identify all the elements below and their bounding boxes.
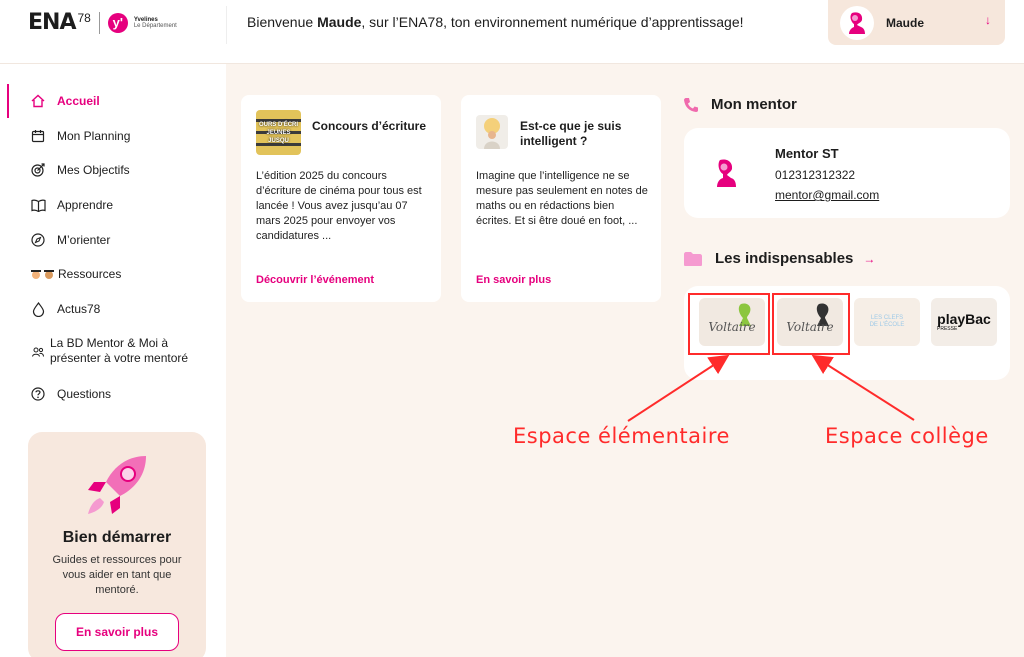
sidebar-item-label: Apprendre: [57, 198, 114, 212]
sidebar-item-accueil[interactable]: [30, 93, 100, 109]
book-icon: [30, 197, 46, 213]
mentor-figure-icon: [714, 158, 738, 188]
main-content: [226, 64, 1024, 657]
chevron-down-icon[interactable]: ↓: [985, 13, 991, 27]
start-card-button[interactable]: En savoir plus: [55, 613, 179, 651]
mentor-name: Mentor ST: [775, 146, 839, 161]
phone-icon: [683, 97, 699, 113]
tile-sub-label: PRESSE: [937, 326, 958, 332]
news-thumbnail: [256, 110, 301, 155]
drop-icon: [30, 301, 46, 317]
rocket-icon: [84, 452, 150, 523]
news-title: Est-ce que je suis intelligent ?: [520, 119, 622, 148]
news-text: L’édition 2025 du concours d’écriture de cinéma pour tous est lancée ! Vous avez jusqu’au 07 mars 2025 pour envoyer vos candidatures ...: [256, 170, 422, 242]
highlight-box-elementaire: [688, 293, 770, 355]
people-icon: [30, 344, 46, 360]
sidebar-item-actus78[interactable]: [30, 301, 100, 317]
start-card-description: Guides et ressources pour vous aider en tant que mentoré.: [52, 554, 182, 596]
graduates-icon: [30, 266, 56, 282]
tile-clefs-ecole[interactable]: [854, 298, 920, 346]
tile-playbac[interactable]: [931, 298, 997, 346]
sidebar-item-label: Questions: [57, 387, 112, 401]
mentor-phone[interactable]: 012312312322: [775, 168, 856, 182]
sidebar: [0, 64, 226, 657]
start-card-title: Bien démarrer: [62, 529, 172, 546]
welcome-message: [247, 14, 744, 30]
home-icon: [30, 93, 46, 109]
tile-label: Voltaire: [708, 320, 756, 334]
target-icon: [30, 162, 46, 178]
tile-label: playBac: [937, 311, 991, 327]
mentor-email[interactable]: mentor@gmail.com: [775, 188, 880, 202]
news-text: Imagine que l’intelligence ne se mesure pas seulement en notes de maths ou en rédactions bien écrites. Et si être doué en foot, ...: [476, 170, 648, 227]
sidebar-item-apprendre[interactable]: [30, 197, 113, 213]
sidebar-item-orienter[interactable]: [30, 232, 110, 248]
sidebar-item-label: La BD Mentor & Moi à présenter à votre mentoré: [50, 336, 189, 365]
yvelines-logo-icon: y': [108, 13, 128, 33]
highlight-box-college: [772, 293, 850, 355]
tile-label: Voltaire: [786, 320, 834, 334]
welcome-name: Maude: [317, 14, 362, 30]
department-sub: Le Département: [133, 22, 177, 29]
question-icon: [30, 386, 46, 402]
folder-icon: [683, 251, 703, 267]
sidebar-item-label: Actus78: [57, 302, 101, 316]
sidebar-item-objectifs[interactable]: [30, 162, 130, 178]
news-link[interactable]: En savoir plus: [476, 274, 552, 286]
lightbulb-person-icon: [476, 115, 508, 149]
department-label: [134, 17, 177, 29]
bien-demarrer-card: [28, 432, 206, 657]
sidebar-item-label: Mes Objectifs: [57, 163, 130, 177]
compass-icon: [30, 232, 46, 248]
logo-divider: [99, 12, 100, 34]
tile-label: LES CLEFS DE L'ÉCOLE: [869, 315, 905, 328]
annotation-espace-college: Espace collège: [825, 424, 989, 448]
avatar-figure-icon: [846, 11, 868, 35]
logo-text: ENA: [28, 10, 76, 35]
sidebar-item-label: Mon Planning: [57, 129, 131, 143]
sidebar-item-bd-mentor[interactable]: [30, 336, 210, 366]
sidebar-item-ressources[interactable]: [30, 266, 121, 282]
indispensables-section-header[interactable]: [683, 250, 875, 267]
news-link[interactable]: Découvrir l’événement: [256, 274, 374, 286]
user-menu[interactable]: [828, 0, 1005, 45]
sidebar-item-questions[interactable]: [30, 386, 111, 402]
mentor-card: [684, 128, 1010, 218]
user-avatar: [840, 6, 874, 40]
news-thumbnail-text: OURS D'ÉCRI JEUNES JUSQU: [258, 121, 299, 144]
user-name: Maude: [886, 15, 925, 30]
calendar-icon: [30, 128, 46, 144]
news-card-intelligent[interactable]: [461, 95, 661, 302]
sidebar-item-planning[interactable]: [30, 128, 130, 144]
news-thumbnail: [476, 115, 508, 149]
sidebar-item-label: M’orienter: [57, 233, 111, 247]
mentor-section-header: [683, 96, 797, 113]
sidebar-item-label: Accueil: [57, 94, 100, 108]
mentor-avatar: [714, 158, 738, 193]
indispensables-section-title: Les indispensables: [715, 250, 854, 267]
arrow-right-icon[interactable]: →: [863, 251, 876, 266]
news-title: Concours d’écriture: [312, 119, 427, 133]
sidebar-item-label: Ressources: [58, 267, 122, 281]
active-indicator: [7, 84, 9, 118]
annotation-espace-elementaire: Espace élémentaire: [513, 424, 730, 448]
welcome-suffix: , sur l’ENA78, ton environnement numérique d’apprentissage!: [361, 14, 744, 30]
logo-sup: 78: [77, 10, 91, 25]
welcome-prefix: Bienvenue: [247, 14, 318, 30]
top-header: [0, 0, 1024, 64]
news-card-concours[interactable]: [241, 95, 441, 302]
mentor-section-title: Mon mentor: [711, 96, 797, 113]
header-divider: [226, 6, 227, 44]
ena78-logo[interactable]: [28, 10, 177, 35]
department-name: Yvelines: [133, 16, 158, 23]
